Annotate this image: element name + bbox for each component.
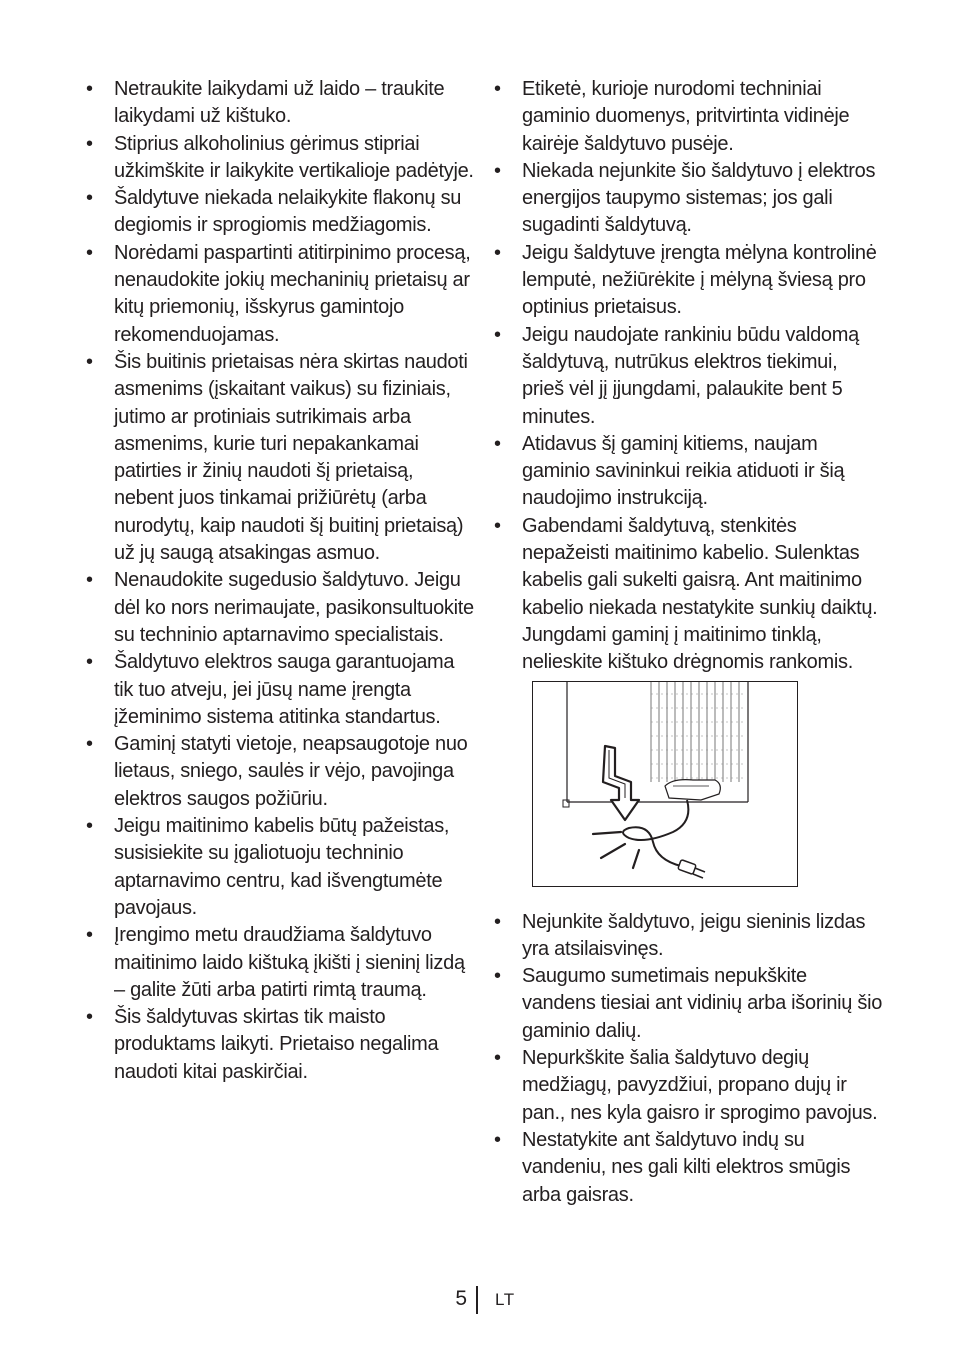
list-item: • Šis buitinis prietaisas nėra skirtas naudoti asmenims (įskaitant vaikus) su fiziniais, jutimo ar protiniais sutrikimais arba asmenims, kurie turi nepakankamai patirties ir žinių naudoti šį prietaisą, nebent juos tinkamai prižiūrėtų (arba nurodytų, kaip naudoti šį buitinį prietaisą) už jų saugą atsakingas asmuo. (86, 349, 476, 567)
list-item: • Šaldytuvo elektros sauga garantuojama tik tuo atveju, jei jūsų name įrengta įžeminimo sistema atitinka standartus. (86, 649, 476, 731)
footer-divider (476, 1286, 478, 1314)
list-item: • Šaldytuve niekada nelaikykite flakonų su degiomis ir sprogiomis medžiagomis. (86, 185, 476, 240)
list-item: • Nenaudokite sugedusio šaldytuvo. Jeigu dėl ko nors nerimaujate, pasikonsultuokite su techninio aptarnavimo specialistais. (86, 567, 476, 649)
language-code: LT (495, 1290, 515, 1309)
refrigerator-plug-drawing (533, 682, 797, 886)
list-item: • Jeigu naudojate rankiniu būdu valdomą šaldytuvą, nutrūkus elektros tiekimui, prieš vėl jį įjungdami, palaukite bent 5 minutes. (494, 322, 884, 431)
left-bullet-list (86, 76, 476, 1086)
list-item: • Atidavus šį gaminį kitiems, naujam gaminio savininkui reikia atiduoti ir šią naudojimo instrukciją. (494, 431, 884, 513)
list-item: • Nestatykite ant šaldytuvo indų su vandeniu, nes gali kilti elektros smūgis arba gaisras. (494, 1127, 884, 1209)
list-item: • Niekada nejunkite šio šaldytuvo į elektros energijos taupymo sistemas; jos gali sugadinti šaldytuvą. (494, 158, 884, 240)
list-item: • Nejunkite šaldytuvo, jeigu sieninis lizdas yra atsilaisvinęs. (494, 909, 884, 964)
list-item: • Stiprius alkoholinius gėrimus stipriai užkimškite ir laikykite vertikalioje padėtyje. (86, 131, 476, 186)
list-item: • Etiketė, kurioje nurodomi techniniai gaminio duomenys, pritvirtinta vidinėje kairėje šaldytuvo pusėje. (494, 76, 884, 158)
power-cable-illustration (532, 681, 798, 887)
list-item: • Šis šaldytuvas skirtas tik maisto produktams laikyti. Prietaiso negalima naudoti kitai paskirčiai. (86, 1004, 476, 1086)
list-item: • Įrengimo metu draudžiama šaldytuvo maitinimo laido kištuką įkišti į sieninį lizdą – galite žūti arba patirti rimtą traumą. (86, 922, 476, 1004)
right-bullet-list-bottom (494, 909, 884, 1209)
list-item: • Saugumo sumetimais nepukškite vandens tiesiai ant vidinių arba išorinių šio gaminio dalių. (494, 963, 884, 1045)
list-item: • Netraukite laikydami už laido – traukite laikydami už kištuko. (86, 76, 476, 131)
list-item: • Nepurkškite šalia šaldytuvo degių medžiagų, pavyzdžiui, propano dujų ir pan., nes kyla gaisro ir sprogimo pavojus. (494, 1045, 884, 1127)
list-item: • Jeigu šaldytuve įrengta mėlyna kontrolinė lemputė, nežiūrėkite į mėlyną šviesą pro optinius prietaisus. (494, 240, 884, 322)
left-column (86, 76, 476, 1086)
page-number: 5 (455, 1287, 467, 1310)
list-item: • Jeigu maitinimo kabelis būtų pažeistas, susisiekite su įgaliotuoju techninio aptarnavimo centru, kad išvengtumėte pavojaus. (86, 813, 476, 922)
list-item: • Norėdami paspartinti atitirpinimo procesą, nenaudokite jokių mechaninių prietaisų ar kitų priemonių, išskyrus gamintojo rekomenduojamas. (86, 240, 476, 349)
right-column (494, 76, 884, 1209)
list-item: • Gabendami šaldytuvą, stenkitės nepažeisti maitinimo kabelio. Sulenktas kabelis gali sukelti gaisrą. Ant maitinimo kabelio niekada nestatykite sunkių daiktų. Jungdami gaminį į maitinimo tinklą, nelieskite kištuko drėgnomis rankomis. (494, 513, 884, 677)
list-item: • Gaminį statyti vietoje, neapsaugotoje nuo lietaus, sniego, saulės ir vėjo, pavojinga elektros saugos požiūriu. (86, 731, 476, 813)
right-bullet-list-top (494, 76, 884, 677)
page-footer (0, 1286, 954, 1316)
